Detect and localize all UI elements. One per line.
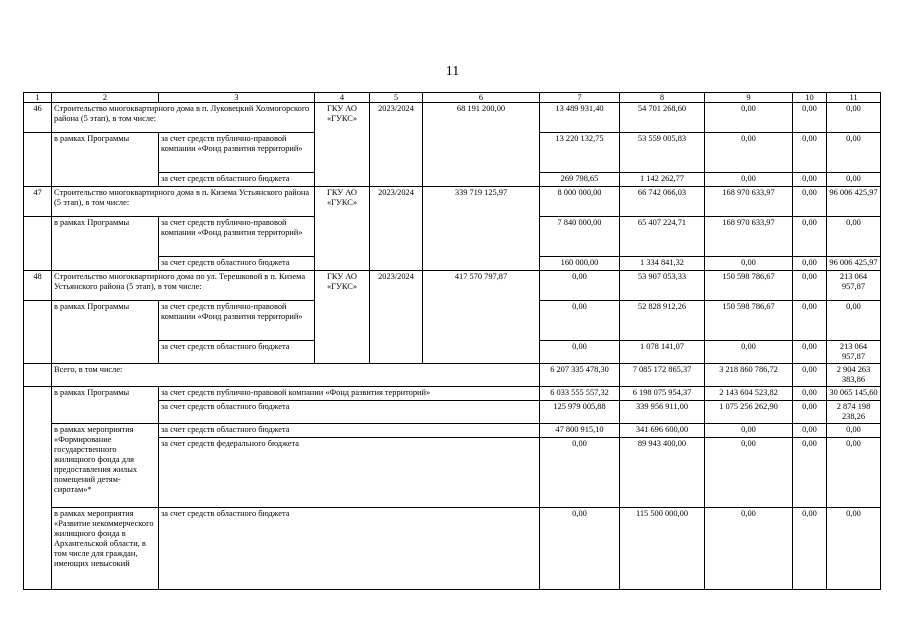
value-cell: 0,00 (827, 173, 881, 187)
value-cell: 1 334 841,32 (620, 257, 705, 271)
program-label: в рамках Программы (52, 217, 159, 271)
value-cell: 0,00 (793, 103, 827, 133)
value-cell: 0,00 (540, 341, 620, 364)
value-cell: 3 218 860 786,72 (705, 364, 793, 387)
source-label: за счет средств публично-правовой компании «Фонд развития территорий» (159, 217, 315, 257)
col-number: 11 (827, 93, 881, 103)
value-cell: 6 033 555 557,32 (540, 387, 620, 401)
summary-label: Всего, в том числе: (52, 364, 540, 387)
value-cell: 7 085 172 865,37 (620, 364, 705, 387)
customer: ГКУ АО «ГУКС» (315, 103, 370, 187)
source-label: за счет средств областного бюджета (159, 257, 315, 271)
value-cell: 0,00 (827, 438, 881, 508)
object-name: Строительство многоквартирного дома по ул. Терешковой в п. Кизема Устьянского района (5 этап), в том числе: (52, 271, 315, 301)
value-cell: 0,00 (793, 508, 827, 590)
period: 2023/2024 (370, 103, 423, 187)
value-cell: 1 075 256 262,90 (705, 401, 793, 424)
value-cell: 89 943 400,00 (620, 438, 705, 508)
value-cell: 47 800 915,10 (540, 424, 620, 438)
value-cell: 0,00 (540, 271, 620, 301)
value-cell: 0,00 (793, 173, 827, 187)
empty-cell (24, 301, 52, 364)
source-label: за счет средств областного бюджета (159, 424, 540, 438)
value-cell: 115 500 000,00 (620, 508, 705, 590)
value-cell: 2 874 198 238,26 (827, 401, 881, 424)
object-number: 47 (24, 187, 52, 217)
value-cell: 52 828 912,26 (620, 301, 705, 341)
value-cell: 1 078 141,07 (620, 341, 705, 364)
table-row (24, 424, 881, 438)
measure-label: в рамках мероприятия «Развитие некоммерческого жилищного фонда в Архангельской области, в том числе для граждан, имеющих невысокий (52, 508, 159, 590)
empty-cell (24, 217, 52, 271)
col-number: 5 (370, 93, 423, 103)
value-cell: 8 000 000,00 (540, 187, 620, 217)
value-cell: 0,00 (793, 438, 827, 508)
customer: ГКУ АО «ГУКС» (315, 187, 370, 271)
value-cell: 168 970 633,97 (705, 187, 793, 217)
value-cell: 150 598 786,67 (705, 271, 793, 301)
object-number: 48 (24, 271, 52, 301)
program-label: в рамках Программы (52, 387, 159, 424)
col-number: 2 (52, 93, 159, 103)
value-cell: 0,00 (793, 301, 827, 341)
value-cell: 0,00 (705, 424, 793, 438)
value-cell: 0,00 (827, 508, 881, 590)
value-cell: 0,00 (793, 187, 827, 217)
value-cell: 0,00 (705, 341, 793, 364)
value-cell: 339 956 911,00 (620, 401, 705, 424)
empty-cell (24, 364, 52, 387)
value-cell: 0,00 (827, 217, 881, 257)
value-cell: 96 006 425,97 (827, 187, 881, 217)
value-cell: 2 904 263 383,86 (827, 364, 881, 387)
source-label: за счет средств областного бюджета (159, 341, 315, 364)
empty-cell (24, 387, 52, 590)
source-label: за счет средств публично-правовой компании «Фонд развития территорий» (159, 133, 315, 173)
col-number: 9 (705, 93, 793, 103)
value-cell: 7 840 000,00 (540, 217, 620, 257)
value-cell: 6 198 075 954,37 (620, 387, 705, 401)
col-number: 3 (159, 93, 315, 103)
value-cell: 2 143 604 523,82 (705, 387, 793, 401)
value-cell: 0,00 (793, 341, 827, 364)
column-number-row (24, 93, 881, 103)
value-cell: 1 142 262,77 (620, 173, 705, 187)
source-label: за счет средств публично-правовой компании «Фонд развития территорий» (159, 387, 540, 401)
object-number: 46 (24, 103, 52, 133)
value-cell: 150 598 786,67 (705, 301, 793, 341)
value-cell: 0,00 (705, 173, 793, 187)
value-cell: 269 798,65 (540, 173, 620, 187)
col-number: 7 (540, 93, 620, 103)
value-cell: 0,00 (793, 364, 827, 387)
value-cell: 0,00 (827, 301, 881, 341)
program-label: в рамках Программы (52, 301, 159, 364)
value-cell: 0,00 (827, 424, 881, 438)
value-cell: 125 979 005,88 (540, 401, 620, 424)
value-cell: 0,00 (705, 508, 793, 590)
value-cell: 0,00 (540, 301, 620, 341)
source-label: за счет средств публично-правовой компании «Фонд развития территорий» (159, 301, 315, 341)
value-cell: 96 006 425,97 (827, 257, 881, 271)
period: 2023/2024 (370, 271, 423, 364)
page-number: 11 (445, 64, 460, 79)
period: 2023/2024 (370, 187, 423, 271)
value-cell: 53 907 053,33 (620, 271, 705, 301)
table-row (24, 364, 881, 387)
table-row (24, 187, 881, 217)
value-cell: 0,00 (705, 257, 793, 271)
measure-label: в рамках мероприятия «Формирование государственного жилищного фонда для предоставления жилых помещений детям-сиротам»* (52, 424, 159, 508)
value-cell: 0,00 (827, 103, 881, 133)
value-cell: 66 742 066,03 (620, 187, 705, 217)
table-row (24, 387, 881, 401)
object-name: Строительство многоквартирного дома в п. Кизема Устьянского района (5 этап), в том числе: (52, 187, 315, 217)
program-label: в рамках Программы (52, 133, 159, 187)
table-row (24, 271, 881, 301)
empty-cell (24, 133, 52, 187)
value-cell: 65 407 224,71 (620, 217, 705, 257)
table-row (24, 508, 881, 590)
value-cell: 0,00 (540, 438, 620, 508)
value-cell: 0,00 (705, 438, 793, 508)
value-cell: 6 207 335 478,30 (540, 364, 620, 387)
value-cell: 0,00 (793, 133, 827, 173)
cost-value: 68 191 200,00 (423, 103, 540, 187)
customer: ГКУ АО «ГУКС» (315, 271, 370, 364)
value-cell: 213 064 957,87 (827, 341, 881, 364)
value-cell: 0,00 (540, 508, 620, 590)
value-cell: 0,00 (793, 271, 827, 301)
source-label: за счет средств федерального бюджета (159, 438, 540, 508)
source-label: за счет средств областного бюджета (159, 401, 540, 424)
value-cell: 168 970 633,97 (705, 217, 793, 257)
source-label: за счет средств областного бюджета (159, 173, 315, 187)
col-number: 6 (423, 93, 540, 103)
value-cell: 160 000,00 (540, 257, 620, 271)
source-label: за счет средств областного бюджета (159, 508, 540, 590)
value-cell: 0,00 (705, 133, 793, 173)
value-cell: 0,00 (793, 387, 827, 401)
value-cell: 13 220 132,75 (540, 133, 620, 173)
col-number: 8 (620, 93, 705, 103)
value-cell: 53 559 005,83 (620, 133, 705, 173)
value-cell: 0,00 (793, 257, 827, 271)
cost-value: 339 719 125,97 (423, 187, 540, 271)
object-name: Строительство многоквартирного дома в п. Луковецкий Холмогорского района (5 этап), в том числе: (52, 103, 315, 133)
value-cell: 341 696 600,00 (620, 424, 705, 438)
col-number: 1 (24, 93, 52, 103)
table-row (24, 103, 881, 133)
value-cell: 13 489 931,40 (540, 103, 620, 133)
col-number: 10 (793, 93, 827, 103)
value-cell: 213 064 957,87 (827, 271, 881, 301)
cost-value: 417 570 797,87 (423, 271, 540, 364)
col-number: 4 (315, 93, 370, 103)
value-cell: 30 065 145,60 (827, 387, 881, 401)
value-cell: 0,00 (793, 424, 827, 438)
value-cell: 0,00 (793, 217, 827, 257)
value-cell: 0,00 (705, 103, 793, 133)
value-cell: 0,00 (827, 133, 881, 173)
value-cell: 54 701 268,60 (620, 103, 705, 133)
budget-table (23, 92, 881, 590)
value-cell: 0,00 (793, 401, 827, 424)
